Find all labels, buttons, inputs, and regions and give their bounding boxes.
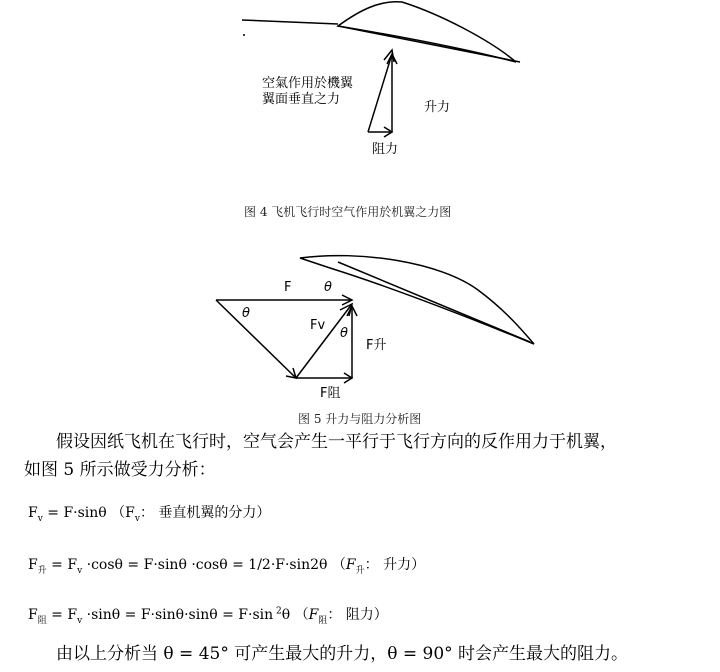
fig4-wing-chord <box>338 26 520 62</box>
fig4-air-force-label-line2: 翼面垂直之力 <box>262 92 341 107</box>
fig5-diag-line <box>216 300 296 378</box>
paragraph-line-2: 如图 5 所示做受力分析： <box>24 460 216 480</box>
fig5-wing-chord <box>338 262 530 342</box>
eq1-note-sub-v: v <box>134 513 140 524</box>
eq3-eqF: = F <box>46 607 78 623</box>
fig5-Flift-label: F升 <box>366 338 387 353</box>
conclusion-line: 由以上分析当 θ = 45° 可产生最大的升力，θ = 90° 时会产生最大的阻力。 <box>56 644 629 664</box>
eq3-note-sub-drag: 阻 <box>318 615 328 626</box>
fig5-theta-mid-label: θ <box>340 326 348 341</box>
fig4-drag-label: 阻力 <box>372 142 399 157</box>
eq2-sub-v: v <box>77 565 83 576</box>
eq1-sub-v: v <box>37 513 43 524</box>
fig5-Fv-arrow <box>296 304 352 378</box>
eq3-sub-v: v <box>77 615 83 626</box>
paragraph-line-1: 假设因纸飞机在飞行时，空气会产生一平行于飞行方向的反作用力于机翼， <box>56 432 617 452</box>
fig5-caption: 图 5 升力与阻力分析图 <box>298 412 422 426</box>
fig5-Fdrag-label: F阻 <box>320 386 341 401</box>
eq1-note: ： 垂直机翼的分力） <box>139 505 271 521</box>
fig4-flow-line <box>242 20 338 24</box>
fig5-Fv-label: Fv <box>310 318 326 333</box>
eq3-note-F: F <box>308 607 319 623</box>
eq2-F: F <box>28 557 38 573</box>
eq2-note-sub-lift: 升 <box>355 565 365 576</box>
eq3-F: F <box>28 607 38 623</box>
fig4-dot <box>243 34 245 36</box>
fig4-air-force-arrow <box>368 54 392 132</box>
eq1-F: F <box>28 505 38 521</box>
fig4-lift-label: 升力 <box>424 100 451 115</box>
fig5-F-label: F <box>284 280 292 295</box>
eq3-rhs2: θ （ <box>281 607 309 623</box>
fig4-caption: 图 4 飞机飞行时空气作用於机翼之力图 <box>244 205 452 219</box>
eq2-sub-lift: 升 <box>37 565 47 576</box>
eq3-note: ： 阻力） <box>327 607 388 623</box>
equation-3 <box>28 604 388 626</box>
fig5-theta-left-label: θ <box>242 306 250 321</box>
eq3-rhs: ·sinθ = F·sinθ·sinθ = F·sin <box>82 607 274 623</box>
eq3-sup: 2 <box>273 606 282 617</box>
eq2-eqF: = F <box>46 557 78 573</box>
eq3-sub-drag: 阻 <box>37 615 47 626</box>
fig5-theta-top-label: θ <box>324 280 332 295</box>
eq2-note-F: F <box>345 557 356 573</box>
eq2-rhs: ·cosθ = F·sinθ ·cosθ = 1/2·F·sin2θ （ <box>82 557 346 573</box>
equation-1 <box>28 502 270 524</box>
fig4-air-force-label-line1: 空氣作用於機翼 <box>262 76 354 91</box>
eq2-note: ： 升力） <box>364 557 426 573</box>
equation-2 <box>28 554 425 576</box>
eq1-rhs: = F·sinθ （F <box>42 505 135 521</box>
